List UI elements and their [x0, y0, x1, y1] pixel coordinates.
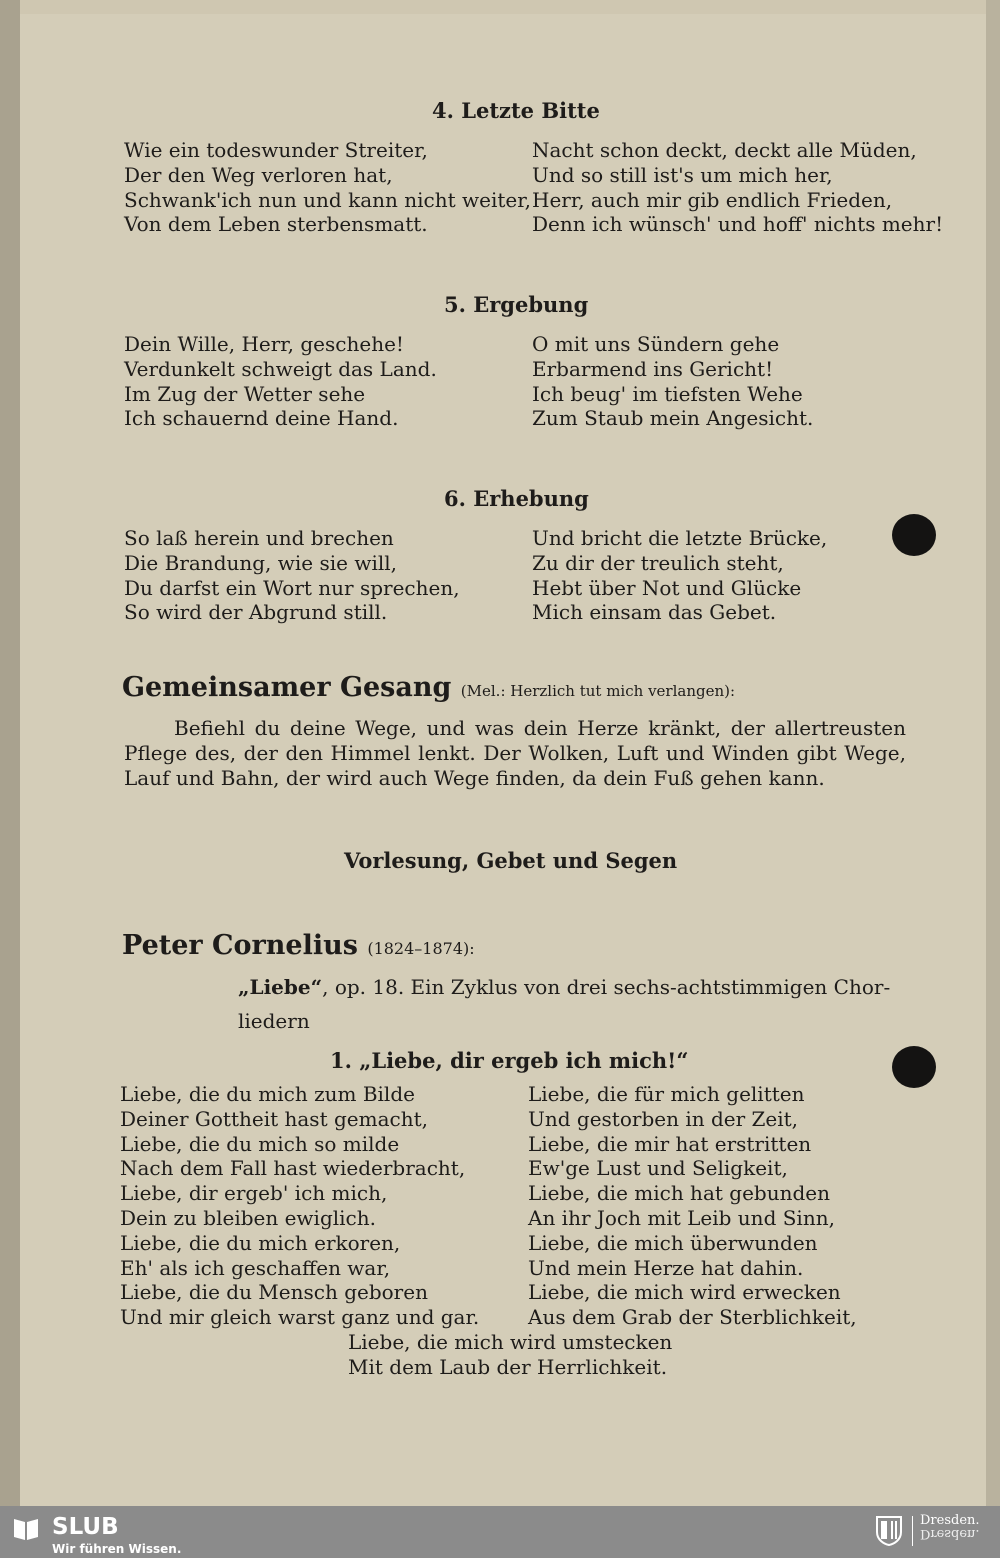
- verse-line: Und gestorben in der Zeit,: [528, 1106, 799, 1131]
- verse-line: Liebe, die mich überwunden: [528, 1230, 818, 1255]
- song-closing-lines: [348, 1330, 672, 1380]
- verse-line: Liebe, die du mich erkoren,: [120, 1230, 401, 1255]
- verse-line: Liebe, die du Mensch geboren: [120, 1280, 428, 1305]
- verse-line: Ich beug' im tiefsten Wehe: [532, 381, 803, 406]
- work-desc: , op. 18. Ein Zyklus von drei sechs-achtstimmigen Chor-: [322, 975, 891, 999]
- document-page: [20, 14, 986, 1506]
- heading-text: Gemeinsamer Gesang: [122, 672, 452, 703]
- verse-line: Aus dem Grab der Sterblichkeit,: [528, 1305, 857, 1330]
- verse-line: Du darfst ein Wort nur sprechen,: [124, 575, 460, 600]
- work-desc-continued: liedern: [238, 1009, 310, 1033]
- song-left-column: [120, 1082, 479, 1330]
- city-name-reflection: Dresden.: [920, 1526, 980, 1541]
- punch-hole: [892, 514, 936, 556]
- poem-title: 4. Letzte Bitte: [432, 98, 600, 123]
- verse-line: Zum Staub mein Angesicht.: [532, 406, 814, 431]
- verse-line: Verdunkelt schweigt das Land.: [124, 356, 437, 381]
- verse-line: Und mir gleich warst ganz und gar.: [120, 1305, 480, 1330]
- poem-right-column: [532, 138, 943, 237]
- footer-bar: [0, 1506, 1000, 1558]
- work-description: [238, 970, 918, 1038]
- poem-right-column: [532, 526, 827, 625]
- scan-border-top: [0, 0, 1000, 14]
- coat-of-arms-icon: [876, 1516, 902, 1546]
- brand-slogan: Wir führen Wissen.: [52, 1542, 182, 1556]
- song-right-column: [528, 1082, 857, 1330]
- verse-line: Herr, auch mir gib endlich Frieden,: [532, 187, 893, 212]
- verse-line: Von dem Leben sterbensmatt.: [124, 212, 428, 237]
- verse-line: Schwank'ich nun und kann nicht weiter,: [124, 187, 531, 212]
- verse-line: Und so still ist's um mich her,: [532, 162, 833, 187]
- verse-line: Und mein Herze hat dahin.: [528, 1255, 804, 1280]
- poem-left-column: [124, 526, 460, 625]
- scan-border-left: [0, 0, 20, 1506]
- verse-line: Liebe, dir ergeb' ich mich,: [120, 1181, 388, 1206]
- verse-line: Und bricht die letzte Brücke,: [532, 526, 828, 550]
- verse-line: Dein Wille, Herr, geschehe!: [124, 332, 404, 356]
- composer-name: Peter Cornelius: [122, 930, 358, 961]
- verse-line: O mit uns Sündern gehe: [532, 332, 780, 356]
- song-title: 1. „Liebe, dir ergeb ich mich!“: [330, 1048, 689, 1073]
- verse-line: Zu dir der treulich steht,: [532, 550, 784, 575]
- verse-line: An ihr Joch mit Leib und Sinn,: [528, 1205, 835, 1230]
- composer-heading: [122, 930, 475, 961]
- verse-line: Nach dem Fall hast wiederbracht,: [120, 1156, 466, 1181]
- verse-line: Eh' als ich geschaffen war,: [120, 1255, 391, 1280]
- work-title: „Liebe“: [238, 975, 323, 999]
- poem-right-column: [532, 332, 813, 431]
- verse-line: Mit dem Laub der Herrlichkeit.: [348, 1354, 668, 1379]
- section-heading: [122, 672, 735, 703]
- verse-line: Denn ich wünsch' und hoff' nichts mehr!: [532, 212, 944, 237]
- verse-line: Hebt über Not und Glücke: [532, 575, 802, 600]
- hymn-text: Befiehl du deine Wege, und was dein Herze kränkt, der allertreusten Pflege des, der den Himmel lenkt. Der Wolken, Luft und Winden gibt Wege, Lauf und Bahn, der wird auch Wege finden, da dein Fuß gehen kann.: [124, 716, 906, 790]
- verse-line: So laß herein und brechen: [124, 526, 394, 550]
- verse-line: Ew'ge Lust und Seligkeit,: [528, 1156, 788, 1181]
- verse-line: Liebe, die mir hat erstritten: [528, 1131, 812, 1156]
- verse-line: Liebe, die du mich so milde: [120, 1131, 400, 1156]
- punch-hole: [892, 1046, 936, 1088]
- composer-years: (1824–1874):: [367, 939, 475, 958]
- verse-line: Deiner Gottheit hast gemacht,: [120, 1106, 428, 1131]
- footer-divider: [912, 1516, 913, 1546]
- verse-line: Erbarmend ins Gericht!: [532, 356, 774, 381]
- poem-title: 5. Ergebung: [444, 292, 589, 317]
- section-title: Vorlesung, Gebet und Segen: [344, 848, 678, 873]
- verse-line: Liebe, die mich wird erwecken: [528, 1280, 841, 1305]
- verse-line: Liebe, die mich hat gebunden: [528, 1181, 830, 1206]
- verse-line: Wie ein todeswunder Streiter,: [124, 138, 428, 162]
- melody-note: (Mel.: Herzlich tut mich verlangen):: [460, 682, 736, 700]
- verse-line: Die Brandung, wie sie will,: [124, 550, 397, 575]
- hymn-text-block: [124, 716, 906, 791]
- city-wordmark: [920, 1514, 980, 1540]
- verse-line: Dein zu bleiben ewiglich.: [120, 1205, 376, 1230]
- poem-left-column: [124, 332, 437, 431]
- brand-name: SLUB: [52, 1514, 119, 1540]
- verse-line: Liebe, die mich wird umstecken: [348, 1330, 673, 1354]
- poem-title: 6. Erhebung: [444, 486, 589, 511]
- verse-line: Der den Weg verloren hat,: [124, 162, 393, 187]
- verse-line: Nacht schon deckt, deckt alle Müden,: [532, 138, 917, 162]
- verse-line: Liebe, die für mich gelitten: [528, 1082, 805, 1106]
- poem-left-column: [124, 138, 531, 237]
- verse-line: So wird der Abgrund still.: [124, 600, 388, 625]
- verse-line: Liebe, die du mich zum Bilde: [120, 1082, 415, 1106]
- verse-line: Mich einsam das Gebet.: [532, 600, 777, 625]
- city-name: Dresden.: [920, 1513, 980, 1528]
- scan-border-right: [986, 0, 1000, 1506]
- book-icon: [12, 1516, 40, 1542]
- verse-line: Ich schauernd deine Hand.: [124, 406, 399, 431]
- verse-line: Im Zug der Wetter sehe: [124, 381, 366, 406]
